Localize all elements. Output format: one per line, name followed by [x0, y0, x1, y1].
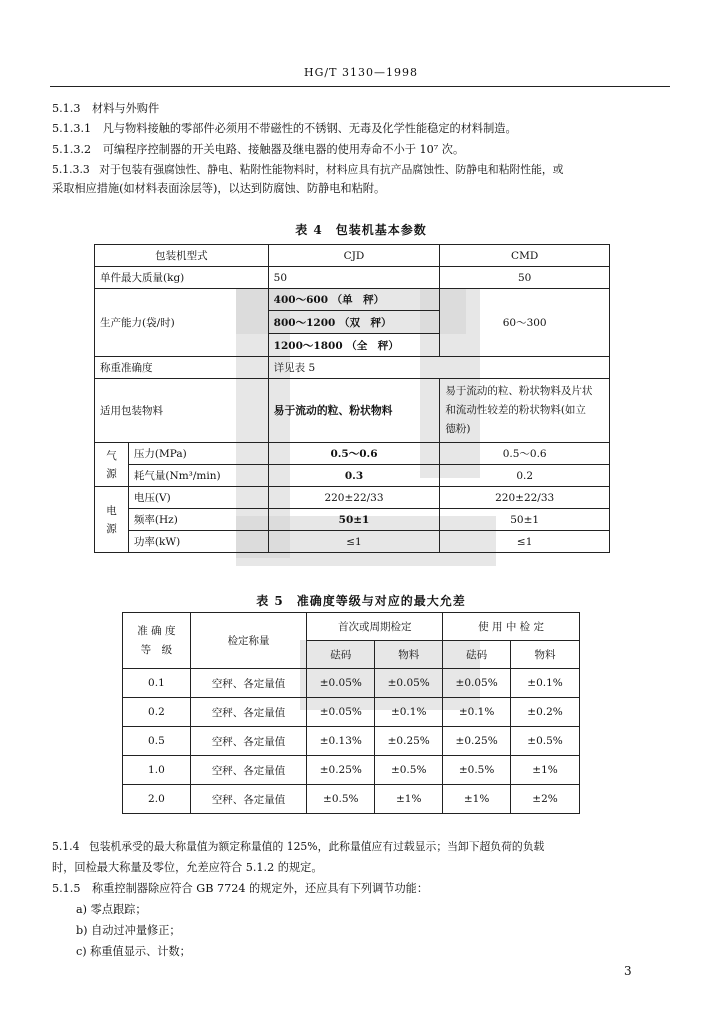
- table-row: [95, 379, 610, 443]
- header-rule: [50, 86, 670, 87]
- cell-line: 和流动性较差的粉状物料(如立: [445, 404, 586, 416]
- cell-cjd: 800～1200 （双 秤）: [268, 311, 440, 334]
- table-row: [95, 487, 610, 509]
- group-char: 源: [106, 467, 117, 480]
- para-num: 5.1.3.1: [52, 122, 92, 135]
- cell-value: ±0.1%: [375, 698, 443, 727]
- row-label: 频率(Hz): [128, 509, 268, 531]
- cell-grade: 0.1: [123, 669, 191, 698]
- cell-value: ±0.13%: [307, 727, 375, 756]
- cell-grade: 1.0: [123, 756, 191, 785]
- row-label: 耗气量(Nm³/min): [128, 465, 268, 487]
- th-weight: 砝码: [307, 641, 375, 669]
- cell-value: ±1%: [443, 785, 511, 814]
- cell-range: 空秤、各定量值: [190, 727, 307, 756]
- cell-cjd: 50±1: [268, 509, 440, 531]
- cell-cmd: 50: [440, 267, 610, 289]
- para-5-1-3-3: [52, 161, 563, 179]
- table-row: [95, 267, 610, 289]
- cell-range: 空秤、各定量值: [190, 756, 307, 785]
- cell-grade: 0.5: [123, 727, 191, 756]
- cell-cjd: 0.5～0.6: [268, 443, 440, 465]
- para-text: 包装机承受的最大称量值为额定称量值的 125%，此称量值应有过载显示；当卸下超负荷的负载: [88, 840, 545, 853]
- list-item: c) 称重值显示、计数；: [76, 945, 191, 958]
- th-cjd: CJD: [268, 245, 440, 267]
- cell-grade: 0.2: [123, 698, 191, 727]
- table-row: [123, 727, 580, 756]
- table5-accuracy-tolerance: [122, 612, 580, 814]
- cell-line: 德粉): [445, 423, 471, 435]
- cell-value: ±0.25%: [443, 727, 511, 756]
- cell-range: 空秤、各定量值: [190, 785, 307, 814]
- cell-cjd: 50: [268, 267, 440, 289]
- cell-cmd: ≤1: [440, 531, 610, 553]
- cell-value: ±0.1%: [443, 698, 511, 727]
- cell-value: ±0.5%: [307, 785, 375, 814]
- row-label: 电压(V): [128, 487, 268, 509]
- cell-value: ±0.2%: [511, 698, 580, 727]
- para-text: 凡与物料接触的零部件必须用不带磁性的不锈钢、无毒及化学性能稳定的材料制造。: [102, 122, 517, 135]
- group-char: 电: [106, 504, 117, 517]
- cell-value: ±0.05%: [375, 669, 443, 698]
- th-grade: [123, 613, 191, 669]
- table-row: [95, 289, 610, 311]
- table5-caption: 表 5 准确度等级与对应的最大允差: [256, 594, 466, 608]
- table-row: [95, 443, 610, 465]
- cell-value: ±0.5%: [443, 756, 511, 785]
- th-line: 准 确 度: [137, 624, 176, 637]
- cell-value: ±1%: [375, 785, 443, 814]
- cell-line: 易于流动的粒、粉状物料及片状: [445, 385, 593, 397]
- table-row: [123, 669, 580, 698]
- cell-cjd: 详见表 5: [268, 357, 609, 379]
- row-label: 生产能力(袋/时): [95, 289, 269, 357]
- cell-cjd: 1200～1800 （全 秤）: [268, 334, 440, 357]
- para-5-1-4: [52, 838, 544, 856]
- group-power: [95, 487, 129, 553]
- cell-cjd: 400～600 （单 秤）: [268, 289, 440, 311]
- cell-value: ±1%: [511, 756, 580, 785]
- list-item: a) 零点跟踪；: [76, 903, 147, 916]
- table4-header-row: [95, 245, 610, 267]
- table4-caption: 表 4 包装机基本参数: [295, 223, 427, 237]
- group-air: [95, 443, 129, 487]
- para-text: 时，回检最大称量及零位，允差应符合 5.1.2 的规定。: [52, 861, 323, 874]
- para-text: 对于包装有强腐蚀性、静电、粘附性能物料时，材料应具有抗产品腐蚀性、防静电和粘附性能，或: [99, 163, 564, 176]
- group-char: 源: [106, 522, 117, 535]
- table-row: [123, 756, 580, 785]
- cell-cmd: 0.2: [440, 465, 610, 487]
- cell-cmd: 50±1: [440, 509, 610, 531]
- th-material: 物料: [375, 641, 443, 669]
- para-num: 5.1.3.3: [52, 163, 90, 176]
- cell-value: ±0.5%: [511, 727, 580, 756]
- table5-header-row-1: [123, 613, 580, 641]
- th-line: 等 级: [140, 643, 173, 656]
- cell-grade: 2.0: [123, 785, 191, 814]
- row-label: 称重准确度: [95, 357, 269, 379]
- para-num: 5.1.5: [52, 882, 81, 895]
- page-header: HG/T 3130—1998: [304, 66, 418, 79]
- table-row: [123, 785, 580, 814]
- th-material: 物料: [511, 641, 580, 669]
- cell-value: ±0.05%: [443, 669, 511, 698]
- cell-value: ±0.25%: [307, 756, 375, 785]
- row-label: 单件最大质量(kg): [95, 267, 269, 289]
- table-row: [95, 531, 610, 553]
- cell-value: ±0.05%: [307, 698, 375, 727]
- cell-cjd: 易于流动的粒、粉状物料: [268, 379, 440, 443]
- th-range: 检定称量: [190, 613, 307, 669]
- table4-basic-parameters: [94, 244, 610, 553]
- para-num: 5.1.3.2: [52, 143, 92, 156]
- table-row: [95, 357, 610, 379]
- table-row: [123, 698, 580, 727]
- cell-range: 空秤、各定量值: [190, 669, 307, 698]
- para-5-1-3-2: [52, 141, 464, 159]
- cell-value: ±0.25%: [375, 727, 443, 756]
- cell-value: ±0.5%: [375, 756, 443, 785]
- para-5-1-3-3-cont: [52, 180, 385, 198]
- para-5-1-3: [52, 100, 159, 118]
- page-number: 3: [624, 964, 632, 978]
- row-label: 功率(kW): [128, 531, 268, 553]
- para-5-1-5: [52, 880, 428, 898]
- th-weight: 砝码: [443, 641, 511, 669]
- cell-cmd: 60～300: [440, 289, 610, 357]
- table-row: [95, 509, 610, 531]
- para-num: 5.1.4: [52, 840, 80, 853]
- cell-cmd: 0.5～0.6: [440, 443, 610, 465]
- th-machine-type: 包装机型式: [95, 245, 269, 267]
- para-text: 采取相应措施(如材料表面涂层等)，以达到防腐蚀、防静电和粘附。: [52, 182, 386, 195]
- para-5-1-4-cont: [52, 859, 323, 877]
- para-num: 5.1.3: [52, 102, 81, 115]
- cell-cmd: [440, 379, 610, 443]
- cell-cmd: 220±22/33: [440, 487, 610, 509]
- para-text: 可编程序控制器的开关电路、接触器及继电器的使用寿命不小于 10⁷ 次。: [102, 143, 465, 156]
- para-5-1-3-1: [52, 120, 517, 138]
- cell-value: ±2%: [511, 785, 580, 814]
- th-cmd: CMD: [440, 245, 610, 267]
- list-item: b) 自动过冲量修正；: [76, 924, 181, 937]
- cell-value: ±0.05%: [307, 669, 375, 698]
- th-first-verification: 首次或周期检定: [307, 613, 443, 641]
- cell-range: 空秤、各定量值: [190, 698, 307, 727]
- cell-cjd: 220±22/33: [268, 487, 440, 509]
- table-row: [95, 465, 610, 487]
- group-char: 气: [106, 449, 117, 462]
- cell-cjd: 0.3: [268, 465, 440, 487]
- para-text: 材料与外购件: [92, 102, 160, 115]
- row-label: 压力(MPa): [128, 443, 268, 465]
- cell-cjd: ≤1: [268, 531, 440, 553]
- para-text: 称重控制器除应符合 GB 7724 的规定外，还应具有下列调节功能：: [92, 882, 429, 895]
- th-in-use-verification: 使 用 中 检 定: [443, 613, 580, 641]
- row-label: 适用包装物料: [95, 379, 269, 443]
- cell-value: ±0.1%: [511, 669, 580, 698]
